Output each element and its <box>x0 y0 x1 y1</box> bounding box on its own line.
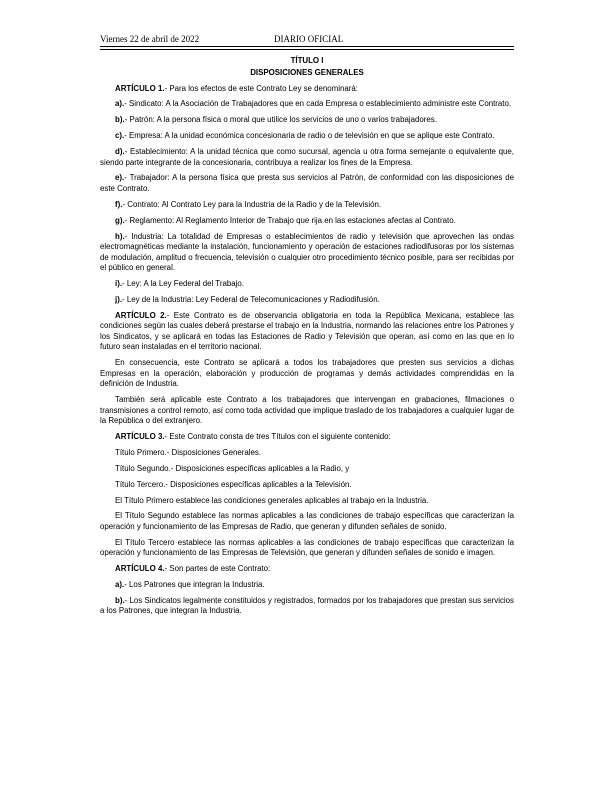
paragraph <box>100 511 514 532</box>
paragraph-text: El Título Segundo establece las normas aplicables a las condiciones de trabajo específicas que caracterizan la operación y funcionamiento de las Empresas de Radio, que generan y difunden señales de sonido. <box>100 511 514 531</box>
paragraph-label: a). <box>115 580 125 590</box>
paragraph <box>100 232 514 274</box>
paragraph-text: - Sindicato: A la Asociación de Trabajadores que en cada Empresa o establecimiento administre este Contrato. <box>124 99 512 109</box>
paragraph-label: ARTÍCULO 4. <box>115 564 165 574</box>
paragraph-text: El Título Tercero establece las normas aplicables a las condiciones de trabajo específicas que caracterizan la operación y funcionamiento de las Empresas de Televisión, que generan y difunden señales de sonido e imagen. <box>100 537 514 558</box>
paragraph-label: h). <box>115 231 125 241</box>
paragraph <box>100 115 514 126</box>
paragraph-text: El Título Primero establece las condiciones generales aplicables al trabajo en la Industria. <box>115 495 429 505</box>
paragraph-text: - Reglamento: Al Reglamento Interior de Trabajo que rija en las estaciones afectas al Contrato. <box>124 215 456 225</box>
paragraph-text: - Trabajador: A la persona física que presta sus servicios al Patrón, de conformidad con las disposiciones de este Contrato. <box>100 173 514 193</box>
paragraph-text: - Son partes de este Contrato: <box>164 564 271 574</box>
paragraph-text: - Para los efectos de este Contrato Ley se denominará: <box>164 83 358 93</box>
paragraph-label: c). <box>115 131 125 141</box>
title-heading: TÍTULO I <box>290 56 324 65</box>
paragraph-text: - Ley: A la Ley Federal del Trabajo. <box>122 279 244 289</box>
paragraph-label: d). <box>115 147 125 157</box>
paragraph-label: a). <box>115 99 125 109</box>
paragraph-text: - Establecimiento: A la unidad técnica que como sucursal, agencia u otra forma semejante o equivalente que, siendo parte integrante de la concesionaria, contribuya a realizar los fines de la Empresa. <box>100 147 514 167</box>
paragraph-text: - Este Contrato es de observancia obligatoria en toda la República Mexicana, establece las condiciones según las cuales deberá prestarse el trabajo en la Industria, normando las relaciones entre los Patrones y los Sindicatos, y se aplicará en todas las Estaciones de Radio y Televisión que operan, así como en las que en lo futuro sean instaladas en el territorio nacional. <box>100 310 514 352</box>
subtitle-heading: DISPOSICIONES GENERALES <box>250 68 364 77</box>
paragraph-label: f). <box>115 199 123 209</box>
paragraph-text: En consecuencia, este Contrato se aplicará a todos los trabajadores que presten sus servicios a dichas Empresas en la operación, elaboración y producción de programas y demás actividades comprendidas en la definición de Industria. <box>100 358 514 389</box>
paragraph-text: Título Primero.- Disposiciones Generales. <box>115 447 262 457</box>
paragraph <box>100 131 514 142</box>
paragraph-text: - Ley de la Industria: Ley Federal de Telecomunicaciones y Radiodifusión. <box>122 294 380 304</box>
paragraph <box>100 173 514 194</box>
paragraph <box>100 99 514 110</box>
paragraph-label: ARTÍCULO 2. <box>115 310 167 320</box>
paragraph-text: - Industria: La totalidad de Empresas o establecimientos de radio y televisión que aprovechen las ondas electromagnéticas mediante la instalación, funcionamiento y operación de estaciones radiodifusoras por los sistemas de modulación, amplitud o frecuencia, televisión o cualquier otro procedimiento técnico posible, para ser recibidas por el público en general. <box>100 231 514 273</box>
paragraph-text: - Patrón: A la persona física o moral que utilice los servicios de uno o varios trabajadores. <box>124 115 437 125</box>
paragraph-text: - Este Contrato consta de tres Títulos con el siguiente contenido: <box>164 431 391 441</box>
paragraph-label: e). <box>115 173 125 183</box>
paragraph-text: Título Segundo.- Disposiciones específicas aplicables a la Radio, y <box>115 463 350 473</box>
paragraph <box>100 84 514 95</box>
paragraph <box>100 480 514 491</box>
document-body <box>100 56 514 622</box>
paragraph <box>100 147 514 168</box>
paragraph-label: b). <box>115 595 125 605</box>
paragraph-label: ARTÍCULO 1. <box>115 83 165 93</box>
paragraph-label: j). <box>115 294 123 304</box>
paragraph <box>100 432 514 443</box>
header-rule-thin <box>100 49 514 50</box>
paragraph <box>100 311 514 353</box>
paragraph <box>100 564 514 575</box>
paragraph-label: ARTÍCULO 3. <box>115 431 165 441</box>
paragraph-label: g). <box>115 215 125 225</box>
paragraph <box>100 580 514 591</box>
paragraph-label: i). <box>115 279 123 289</box>
paragraph-text: - Los Patrones que integran la Industria. <box>124 580 265 590</box>
paragraph <box>100 538 514 559</box>
paragraph <box>100 448 514 459</box>
paragraph <box>100 496 514 507</box>
paragraph-text: - Los Sindicatos legalmente constituidos y registrados, formados por los trabajadores que prestan sus servicios a los Patrones, que integran la Industria. <box>100 595 514 616</box>
paragraph-text: - Contrato: Al Contrato Ley para la Industria de la Radio y de la Televisión. <box>122 199 382 209</box>
paragraph <box>100 200 514 211</box>
paragraph-label: b). <box>115 115 125 125</box>
paragraph <box>100 216 514 227</box>
paragraph <box>100 395 514 427</box>
header-date: Viernes 22 de abril de 2022 <box>100 34 200 44</box>
paragraph-text: Título Tercero.- Disposiciones específicas aplicables a la Televisión. <box>115 479 352 489</box>
paragraph <box>100 358 514 390</box>
paragraph-text: - Empresa: A la unidad económica concesionaria de radio o de televisión en que se aplique este Contrato. <box>124 131 495 141</box>
paragraph <box>100 596 514 617</box>
header-publication: DIARIO OFICIAL <box>274 34 344 44</box>
paragraph-text: También será aplicable este Contrato a los trabajadores que intervengan en grabaciones, filmaciones o transmisiones a control remoto, así como toda actividad que implique traslado de los trabajadores a cualquier lugar de la República o del extranjero. <box>100 395 514 426</box>
paragraph <box>100 464 514 475</box>
paragraph <box>100 279 514 290</box>
header-rule <box>100 46 514 47</box>
paragraph <box>100 295 514 306</box>
